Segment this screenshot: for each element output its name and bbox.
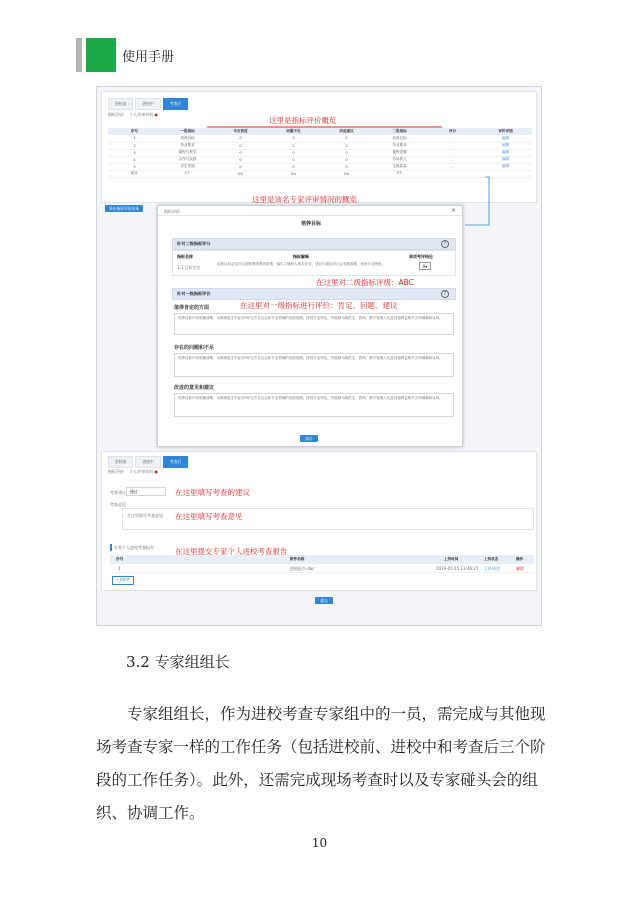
cell: 0 [320,142,373,149]
paragraph-line: 段的工作任务）。此外，还需完成现场考查时以及专家碰头会的组 [96,771,538,789]
modal-title-bar [158,206,462,216]
col-header: 指标名称 [177,254,193,259]
report-title-marker [110,544,112,551]
edit-link[interactable]: 编辑 [479,135,532,142]
cell: - [426,135,479,142]
help-icon[interactable]: ? [441,240,449,248]
col-header: 上传状态 [484,557,499,561]
tab-before-visit[interactable]: 进校前 [108,456,133,468]
annotation-suggestion: 在这里填写考查的建议 [175,488,250,497]
tab-after-visit[interactable]: 考查后 [163,456,188,468]
annotation-level1-eval: 在这里对一级指标进行评价：肯定、问题、建议 [240,301,398,310]
tab-bar-bottom [108,456,188,468]
col-header: 二级指标 [373,128,426,135]
cell: 3 [108,149,161,156]
report-title: 专家个人进校考查报告 [114,545,154,550]
cell: - [426,156,479,163]
cell: 培养目标 [161,135,214,142]
cell: 0 [214,156,267,163]
header-gray-bar [76,38,82,72]
required-star: ● [154,469,158,474]
header-green-block [86,38,116,72]
cell: 协同育人 [373,156,426,163]
edit-link[interactable]: 编辑 [479,142,532,149]
tab-before-visit[interactable]: 进校前 [108,98,133,110]
col-header: 评分 [426,128,479,135]
section-level1-eval [172,288,456,300]
subnav-bottom [108,469,158,474]
cell: 0 [267,149,320,156]
cell: 0 [320,163,373,170]
required-star: ● [154,112,158,117]
col-header: 附件名称 [290,557,305,561]
cell: 0% [267,170,320,177]
opinion-placeholder: 在这里填写考查意见 [127,513,163,518]
annotation-expert-overview: 这里是该名专家评审情况的概览 [252,195,357,204]
cell: 0 [267,142,320,149]
subnav-personal-docs[interactable]: 个人评审资料 [129,112,154,117]
cell: 统计 [108,170,161,177]
modal-title: 培养目标 [300,221,321,227]
cell: 0 [267,156,320,163]
cell: 0 [320,156,373,163]
positive-textarea[interactable]: 培养目标内容明确清晰，反映师范生毕业后5年左右在社会和专业领域的发展预期，体现专业特色，并能够为师范生、教师、教学管理人员及其他利益相关方所理解和认同。 [174,313,454,335]
cell: 2 [108,142,161,149]
cell: 5 [108,163,161,170]
paragraph-line: 织、协调工作。 [96,804,205,822]
col-header: 未完善度 [214,128,267,135]
cell: 0 [267,163,320,170]
col-header: 改进建议 [320,128,373,135]
q-suggestions-label: 改进的意见和建议 [174,385,215,391]
edit-link[interactable]: 编辑 [479,156,532,163]
suggest-select[interactable] [126,487,166,496]
cell: 毕业要求 [161,142,214,149]
report-table-header [110,555,534,564]
cell: - [426,142,479,149]
subnav-index-eval[interactable]: 指标评价 [108,112,124,117]
cell: 课程设置 [373,149,426,156]
header-title: 使用手册 [122,50,175,65]
problems-textarea[interactable]: 培养目标内容明确清晰，反映师范生毕业后5年左右在社会和专业领域的发展预期，体现专业特色，并能够为师范生、教师、教学管理人员及其他利益相关方所理解和认同。 [174,353,454,377]
annotation-overview: 这里是指标评价概览 [269,116,337,125]
section-title: 3.2 专家组组长 [126,653,230,671]
col-header: 问题不足 [267,128,320,135]
cell: 培养目标 [373,135,426,142]
upload-time: 2019-05-15 13:46:27 [436,566,479,571]
rating-select-value: A [422,264,426,269]
subnav-personal-docs[interactable]: 个人评审资料 [129,469,154,474]
section-level2-title: 针对二级指标评分 [177,241,211,246]
suggest-select-value: 通过 [130,489,138,494]
annotation-level2-rating: 在这里对二级指标评级：ABC [316,278,414,287]
section-level2-rating [172,238,456,250]
cell: 毕业要求 [373,142,426,149]
cell: 课程与教学 [161,149,214,156]
cell: 0 [320,149,373,156]
cell: 0 [214,163,267,170]
col-header: 上传时间 [444,557,459,561]
tab-after-visit[interactable]: 考查后 [163,98,188,110]
submit-button[interactable]: 提交 [315,597,333,604]
export-results-button[interactable]: 导出指标评价结果 [105,205,143,212]
cell: - [426,149,479,156]
cell: 1 [108,135,161,142]
level2-table [172,250,456,276]
rating-select[interactable]: A▾ [419,262,431,270]
cell: 5个 [373,170,426,177]
col-header: 评价详情 [479,128,532,135]
suggest-label: 考查建议 [110,490,126,495]
cell: 0 [320,135,373,142]
upload-status: 上传成功 [484,566,500,571]
level2-name: 1.1 目标定位 [177,265,201,270]
delete-link[interactable]: 删除 [516,566,524,571]
cell: 生源质量 [373,163,426,170]
review-panel [101,451,537,591]
col-header: 单项考评结论 [409,254,433,259]
cell: 合作与实践 [161,156,214,163]
level2-description: 培养目标定位符合国家教师教育政策，落实立德树人根本任务，适应区域经济社会发展需要，体现专业特色。 [217,262,385,266]
suggestions-textarea[interactable]: 培养目标内容明确清晰，反映师范生毕业后5年左右在社会和专业领域的发展预期，体现专业特色，并能够为师范生、教师、教学管理人员及其他利益相关方所理解和认同。 [174,393,454,417]
cell: 0 [214,142,267,149]
cell: - [426,163,479,170]
cell: 0 [214,135,267,142]
attachment-name[interactable]: 进校报告.doc [290,566,315,571]
col-header: 序号 [108,128,161,135]
save-button[interactable]: 保存 [300,435,318,442]
paragraph-line: 专家组组长，作为进校考查专家组中的一员，需完成与其他现 [127,705,546,723]
col-header: 指标解释 [293,254,309,259]
evaluation-modal [157,205,463,447]
modal-bar-title: 指标评价 [164,209,180,214]
upload-attachment-button[interactable]: 上传附件 [112,576,134,585]
q-problems-label: 存在的问题和不足 [174,345,215,351]
paragraph-line: 场考查专家一样的工作任务（包括进校前、进校中和考查后三个阶 [96,738,546,756]
tab-during-visit[interactable]: 进校中 [135,98,160,110]
help-icon[interactable]: ? [441,290,449,298]
cell: 1 [118,566,121,571]
cell: 0% [320,170,373,177]
edit-link[interactable]: 编辑 [479,163,532,170]
q-positive-label: 值得肯定的方面 [174,305,210,311]
edit-link[interactable]: 编辑 [479,149,532,156]
tab-during-visit[interactable]: 进校中 [135,456,160,468]
cell: 0% [214,170,267,177]
close-icon[interactable]: × [450,207,456,214]
cell: 0 [214,149,267,156]
col-header: 序号 [116,557,124,561]
cell: 4 [108,156,161,163]
annotation-report: 在这里提交专家个人进校考查报告 [175,547,288,556]
opinion-label: 考查意见 [110,502,126,507]
cell: 学生发展 [161,163,214,170]
subnav-index-eval[interactable]: 指标评价 [108,469,124,474]
cell: 0 [267,135,320,142]
annotation-opinion: 在这里填写考查意见 [175,512,243,521]
page-number: 10 [311,836,328,850]
col-header: 操作 [516,557,524,561]
embedded-screenshot [96,86,542,626]
table-row [110,564,534,573]
col-header: 一级指标 [161,128,214,135]
cell: 5个 [161,170,214,177]
section-level1-title: 针对一级指标评价 [177,291,211,296]
